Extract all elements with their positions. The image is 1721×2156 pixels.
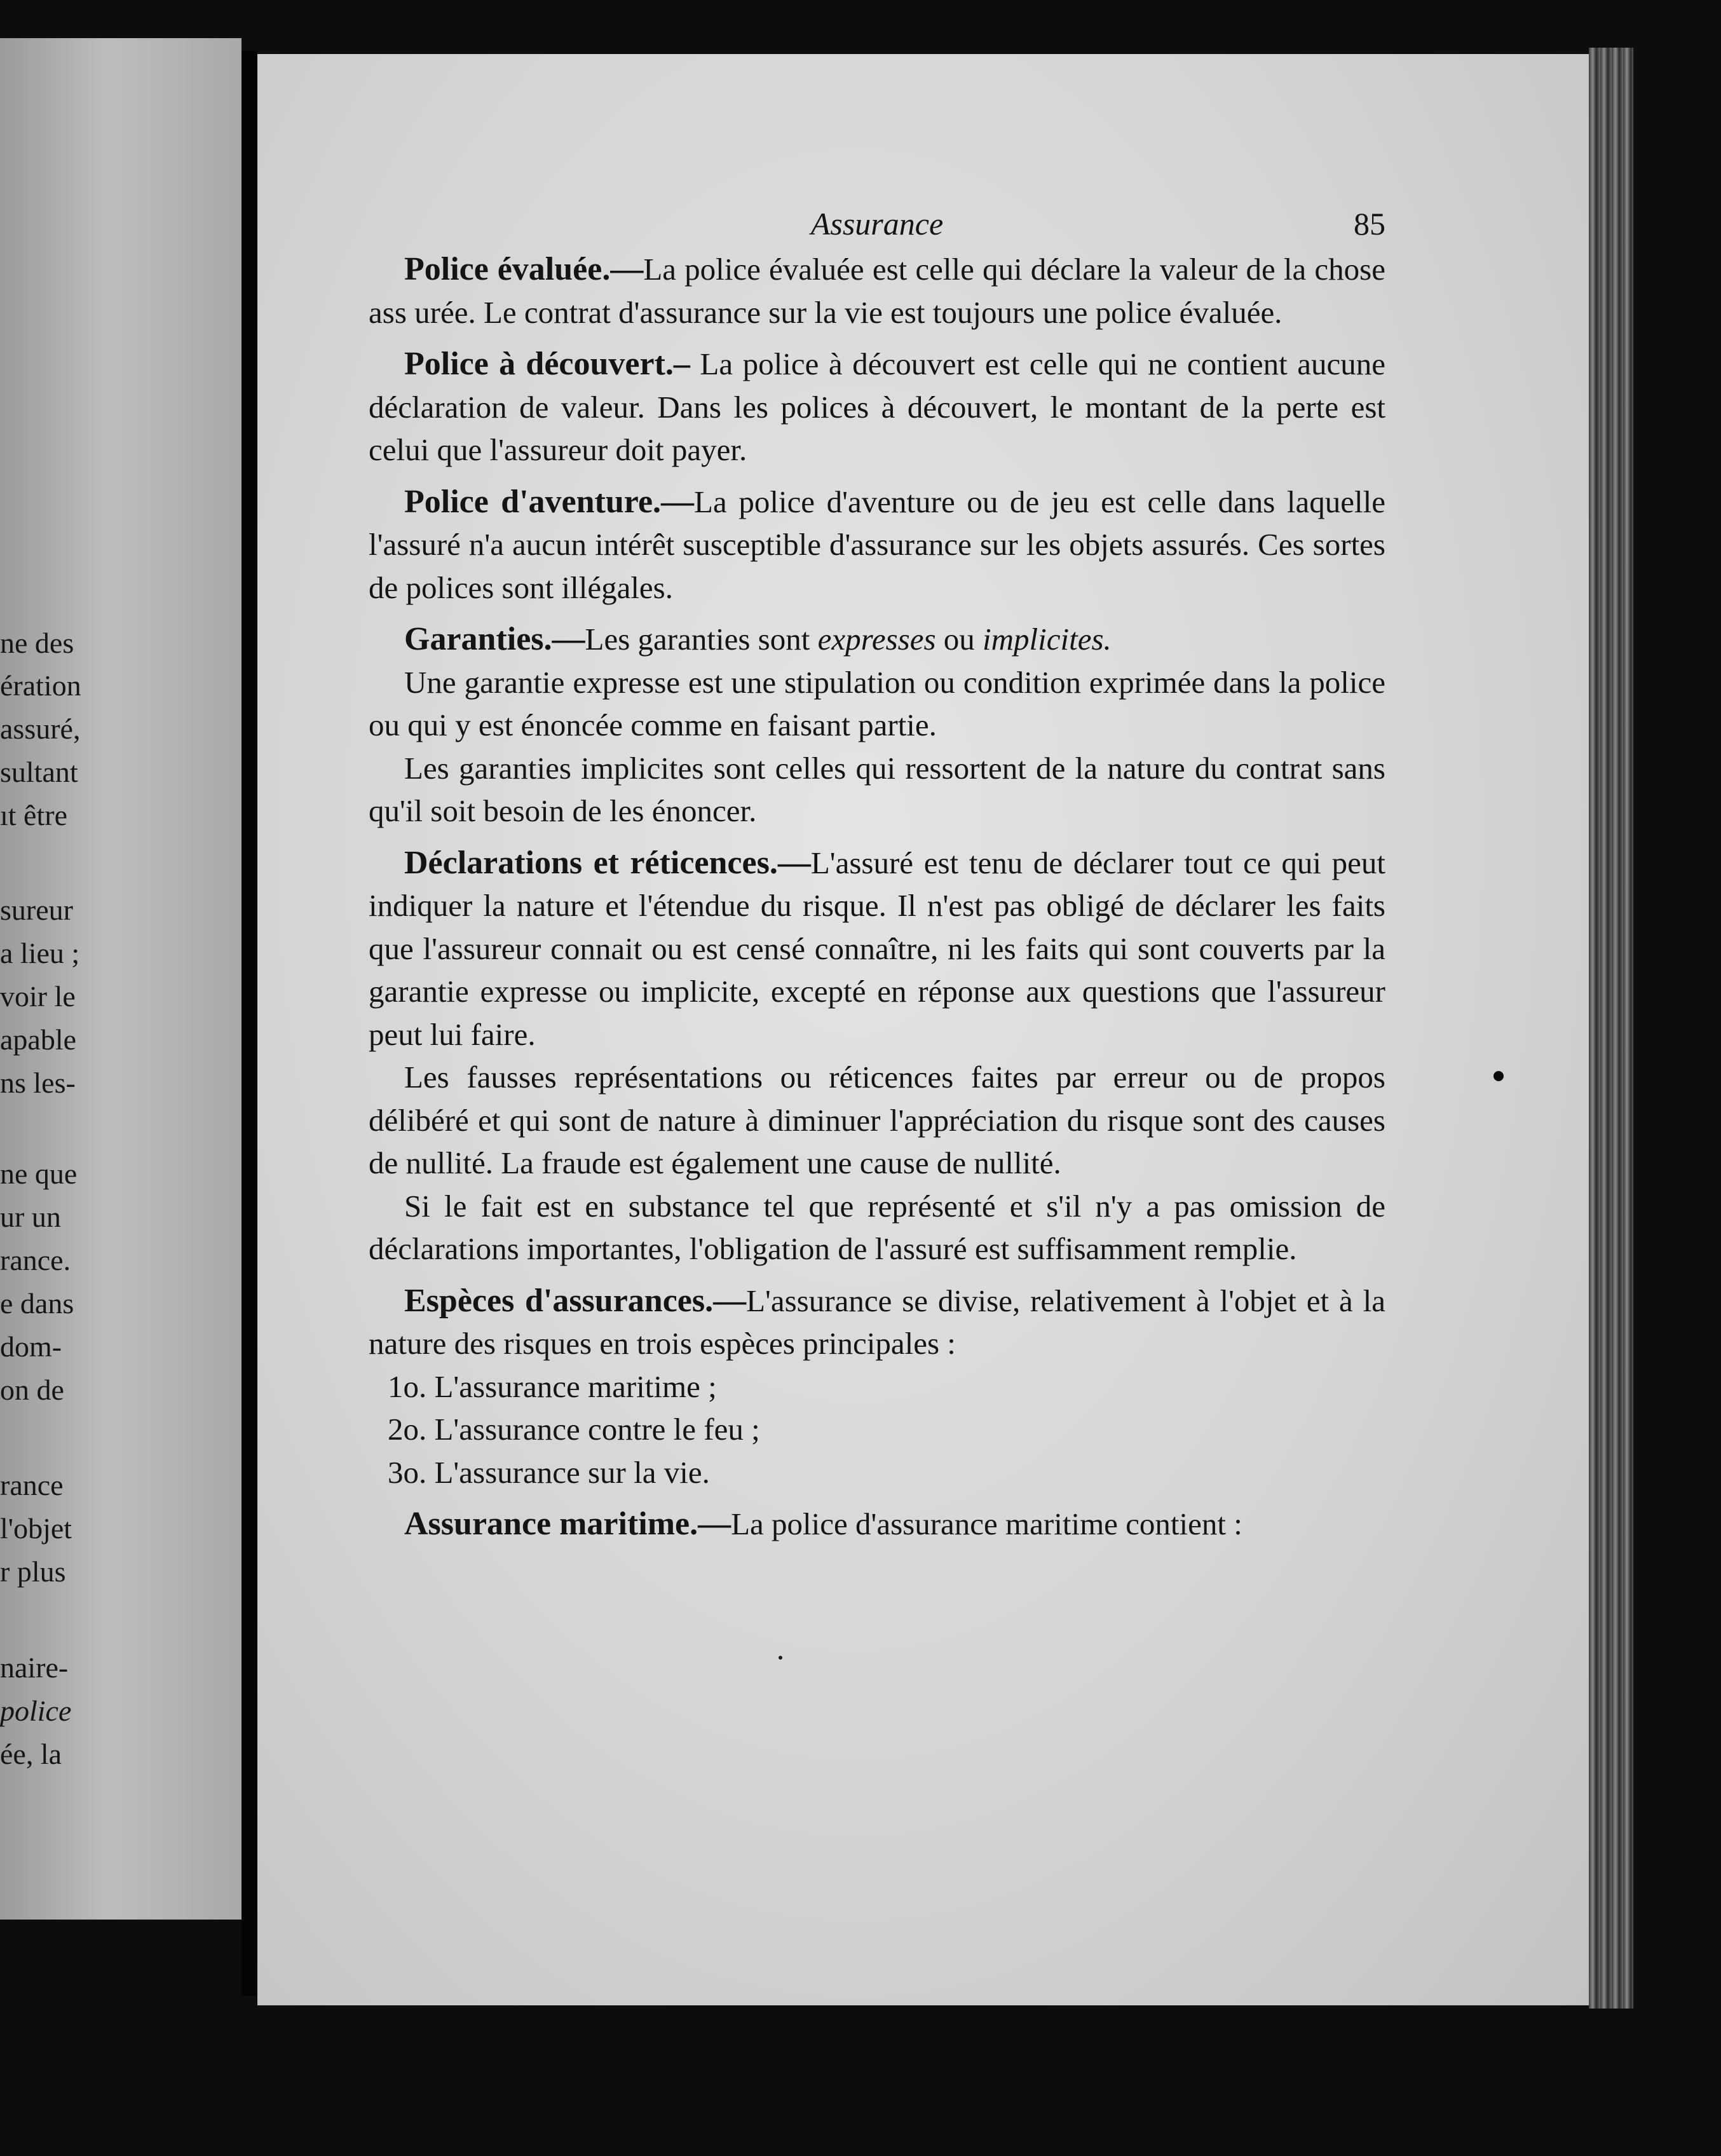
list-item: 2o. L'assurance contre le feu ; — [388, 1412, 760, 1447]
left-fragment-line: ne que — [0, 1157, 78, 1190]
section-text: L'assurance se divise, relativement à l'objet et à la nature des risques en trois espèces principales : — [369, 1283, 1385, 1361]
paragraph: Les garanties implicites sont celles qui ressortent de la nature du contrat sans qu'il soit besoin de les énoncer. — [369, 750, 1385, 828]
left-fragment-line: dom- — [0, 1330, 62, 1363]
section-term: Police d'aventure.— — [404, 483, 695, 520]
left-fragment-line: voir le — [0, 980, 76, 1013]
section-term: Déclarations et réticences.— — [404, 844, 811, 881]
running-header — [369, 205, 1385, 250]
left-fragment-line: r plus — [0, 1555, 66, 1588]
section-assurance-maritime — [369, 1503, 1385, 1546]
left-fragment-line: assuré, — [0, 713, 81, 745]
section-text: La police à découvert est celle qui ne contient aucune déclaration de valeur. Dans les polices à découvert, le montant de la perte est celui que l'assureur doit payer. — [369, 346, 1386, 467]
section-police-evaluee — [369, 248, 1385, 334]
ink-speck — [779, 1656, 782, 1660]
section-especes-d-assurances — [369, 1279, 1385, 1365]
page-number: 85 — [1354, 206, 1385, 242]
left-fragment-line: ns les- — [0, 1067, 76, 1099]
left-fragment-line: apable — [0, 1023, 77, 1056]
list-item: 1o. L'assurance maritime ; — [388, 1368, 717, 1404]
left-fragment-line: ıt être — [0, 799, 67, 831]
left-fragment-line: ur un — [0, 1201, 61, 1233]
section-text: La police d'assurance maritime contient : — [731, 1506, 1242, 1541]
section-term: Police à découvert.– — [404, 346, 690, 382]
left-fragment-line: ération — [0, 669, 81, 702]
section-term: Garanties.— — [404, 621, 585, 657]
section-text: ou — [935, 622, 983, 657]
paragraph: Une garantie expresse est une stipulation ou condition exprimée dans la police ou qui y est énoncée comme en faisant partie. — [369, 664, 1385, 742]
left-fragment-line: l'objet — [0, 1512, 72, 1545]
running-title: Assurance — [810, 206, 944, 242]
section-text: La police d'aventure ou de jeu est celle dans laquelle l'assuré n'a aucun intérêt susceptible d'assurance sur les objets assurés. Ces sortes de polices sont illégales. — [369, 484, 1385, 605]
left-fragment-line: police — [0, 1695, 72, 1727]
paragraph: Les fausses représentations ou réticences faites par erreur ou de propos délibéré et qui sont de nature à diminuer l'appréciation du risque sont des causes de nullité. La fraude est également une cause de nullité. — [369, 1060, 1385, 1180]
ink-blot — [1493, 1071, 1504, 1081]
emphasis-expresses: expresses — [817, 622, 936, 657]
section-garanties — [369, 618, 1385, 661]
section-police-a-decouvert — [369, 343, 1385, 472]
page-edges — [1589, 48, 1633, 2009]
list-item: 3o. L'assurance sur la vie. — [388, 1454, 710, 1490]
book-gutter — [241, 51, 257, 1996]
page-body — [369, 248, 1385, 1546]
left-fragment-line: sureur — [0, 894, 73, 926]
left-fragment-line: e dans — [0, 1287, 74, 1320]
previous-page-fragment — [0, 38, 241, 1920]
section-term: Assurance maritime.— — [404, 1506, 731, 1542]
left-fragment-line: rance. — [0, 1244, 71, 1276]
section-text: L'assuré est tenu de déclarer tout ce qui peut indiquer la nature et l'étendue du risque. Il n'est pas obligé de déclarer les faits que l'assureur connait ou est censé connaître, ni les faits qui sont couverts par la garantie expresse ou implicite, excepté en réponse aux questions que l'assureur peut lui faire. — [369, 845, 1385, 1052]
emphasis-implicites: implicites. — [983, 622, 1112, 657]
section-declarations-et-reticences — [369, 842, 1385, 1056]
section-police-d-aventure — [369, 481, 1385, 610]
section-text: Les garanties sont — [585, 622, 818, 657]
left-fragment-line: on de — [0, 1374, 64, 1406]
left-fragment-line: ne des — [0, 627, 74, 659]
section-text: La police évaluée est celle qui déclare la valeur de la chose ass urée. Le contrat d'assurance sur la vie est toujours une police évaluée. — [369, 252, 1385, 330]
left-fragment-line: a lieu ; — [0, 937, 80, 969]
section-term: Police évaluée.— — [404, 251, 644, 287]
paragraph: Si le fait est en substance tel que représenté et s'il n'y a pas omission de déclarations importantes, l'obligation de l'assuré est suffisamment remplie. — [369, 1188, 1385, 1266]
left-fragment-line: ée, la — [0, 1738, 62, 1770]
book-page — [257, 54, 1589, 2005]
left-fragment-line: naire- — [0, 1651, 69, 1684]
section-term: Espèces d'assurances.— — [404, 1282, 747, 1319]
left-fragment-line: sultant — [0, 756, 78, 788]
left-fragment-line: rance — [0, 1469, 64, 1501]
